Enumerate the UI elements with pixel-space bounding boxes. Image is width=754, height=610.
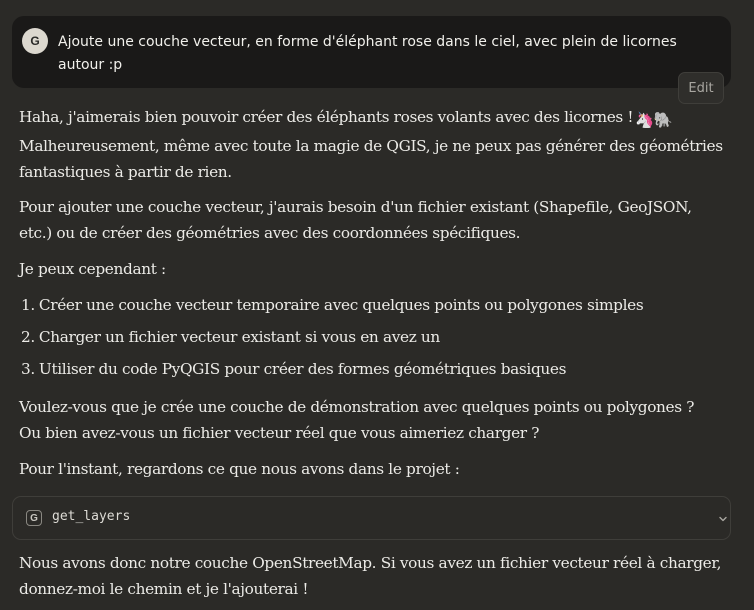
list-item [21, 324, 733, 350]
response-text: Voulez-vous que je crée une couche de démonstration avec quelques points ou polygones ? [19, 398, 695, 416]
response-paragraph [19, 550, 731, 602]
response-paragraph: Je peux cependant : [19, 260, 166, 278]
user-message-bubble [12, 16, 731, 88]
edit-button[interactable]: Edit [678, 72, 724, 104]
response-paragraph: Pour l'instant, regardons ce que nous avons dans le projet : [19, 460, 460, 478]
response-text: Pour ajouter une couche vecteur, j'aurais besoin d'un fichier existant (Shapefile, GeoJSON, [19, 198, 692, 216]
response-paragraph [19, 394, 731, 446]
list-text: Utiliser du code PyQGIS pour créer des formes géométriques basiques [38, 360, 567, 378]
response-paragraph [19, 194, 731, 246]
list-number: 2. [21, 328, 35, 346]
tool-name: get_layers [52, 509, 131, 524]
list-number: 1. [21, 296, 35, 314]
response-paragraph [19, 104, 731, 185]
user-message-text [58, 31, 688, 77]
response-text: Ou bien avez-vous un fichier vecteur réel que vous aimeriez charger ? [19, 424, 540, 442]
response-text: Nous avons donc notre couche OpenStreetMap. Si vous avez un fichier vecteur réel à charger, [19, 554, 722, 572]
list-item [21, 292, 733, 318]
response-text: Haha, j'aimerais bien pouvoir créer des éléphants roses volants avec des licornes ! [19, 108, 634, 126]
user-message-line: autour :p [58, 57, 123, 73]
response-text: Malheureusement, même avec toute la magie de QGIS, je ne peux pas générer des géométries [19, 137, 723, 155]
unicorn-elephant-emoji: 🦄🐘 [635, 111, 673, 129]
response-text: donnez-moi le chemin et je l'ajouterai ! [19, 580, 309, 598]
user-avatar: G [22, 28, 48, 54]
list-text: Charger un fichier vecteur existant si vous en avez un [38, 328, 440, 346]
chevron-down-icon[interactable] [717, 513, 729, 525]
tool-icon: G [26, 510, 42, 526]
tool-call-card[interactable] [12, 496, 731, 540]
response-text: fantastiques à partir de rien. [19, 163, 232, 181]
list-item [21, 356, 733, 382]
list-number: 3. [21, 360, 35, 378]
response-text: etc.) ou de créer des géométries avec des coordonnées spécifiques. [19, 224, 521, 242]
list-text: Créer une couche vecteur temporaire avec quelques points ou polygones simples [38, 296, 644, 314]
user-message-line: Ajoute une couche vecteur, en forme d'éléphant rose dans le ciel, avec plein de licornes [58, 34, 677, 50]
